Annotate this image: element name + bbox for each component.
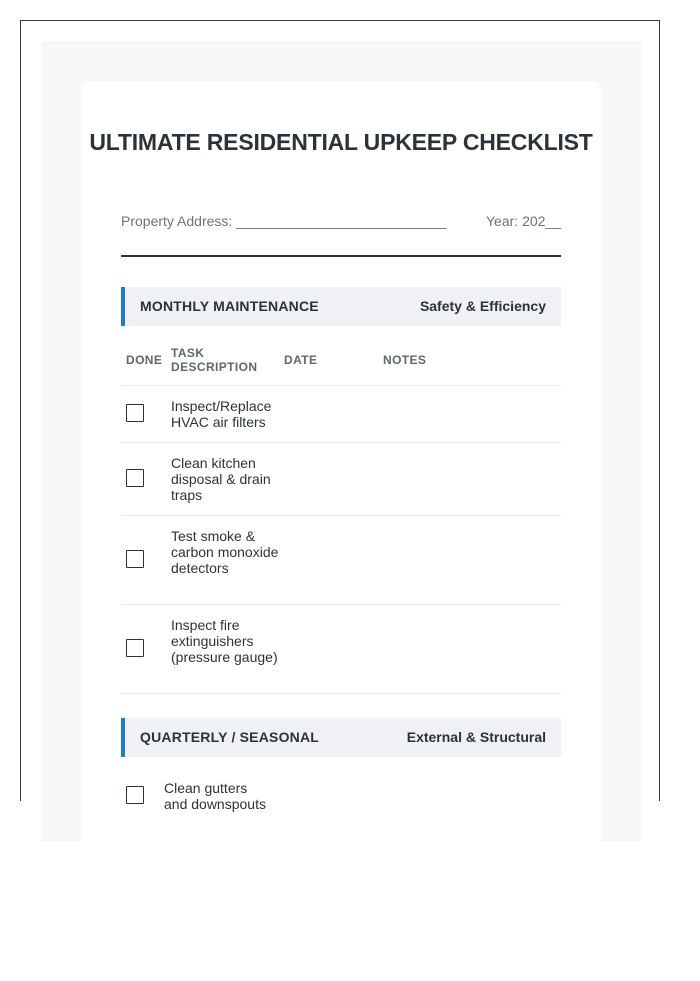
- col-date: DATE: [284, 353, 318, 367]
- property-address-field[interactable]: Property Address: ___________________________: [121, 213, 447, 229]
- task-checkbox[interactable]: [126, 469, 144, 487]
- task-description: Inspect fire extinguishers (pressure gauge): [171, 617, 278, 665]
- task-description: Test smoke & carbon monoxide detectors: [171, 528, 279, 576]
- task-checkbox[interactable]: [126, 404, 144, 422]
- year-field[interactable]: Year: 202__: [486, 213, 561, 229]
- section-header-quarterly: [121, 718, 561, 757]
- section-title: MONTHLY MAINTENANCE: [140, 298, 319, 314]
- section-tag: Safety & Efficiency: [419, 298, 546, 314]
- task-row: [121, 516, 561, 605]
- task-checkbox[interactable]: [126, 639, 144, 657]
- task-row: [121, 443, 561, 516]
- task-row: [121, 385, 561, 443]
- task-description: Clean kitchen disposal & drain traps: [171, 455, 271, 503]
- column-headers: [121, 341, 561, 386]
- task-checkbox[interactable]: [126, 786, 144, 804]
- property-meta: [121, 213, 561, 235]
- task-description: Clean gutters and downspouts: [164, 780, 266, 812]
- section-tag: External & Structural: [406, 729, 546, 745]
- task-description: Inspect/Replace HVAC air filters: [171, 398, 272, 430]
- section-header-monthly: [121, 287, 561, 326]
- section-title: QUARTERLY / SEASONAL: [140, 729, 320, 745]
- task-checkbox[interactable]: [126, 550, 144, 568]
- document-title: ULTIMATE RESIDENTIAL UPKEEP CHECKLIST: [89, 129, 593, 155]
- task-row: [121, 605, 561, 694]
- checklist-card: [81, 81, 601, 981]
- col-task: TASK DESCRIPTION: [171, 346, 258, 374]
- page-background: [41, 41, 641, 841]
- page-frame: [20, 20, 660, 812]
- col-notes: NOTES: [383, 353, 427, 367]
- col-done: DONE: [126, 353, 163, 367]
- header-divider: [121, 255, 561, 257]
- task-row: [121, 771, 561, 841]
